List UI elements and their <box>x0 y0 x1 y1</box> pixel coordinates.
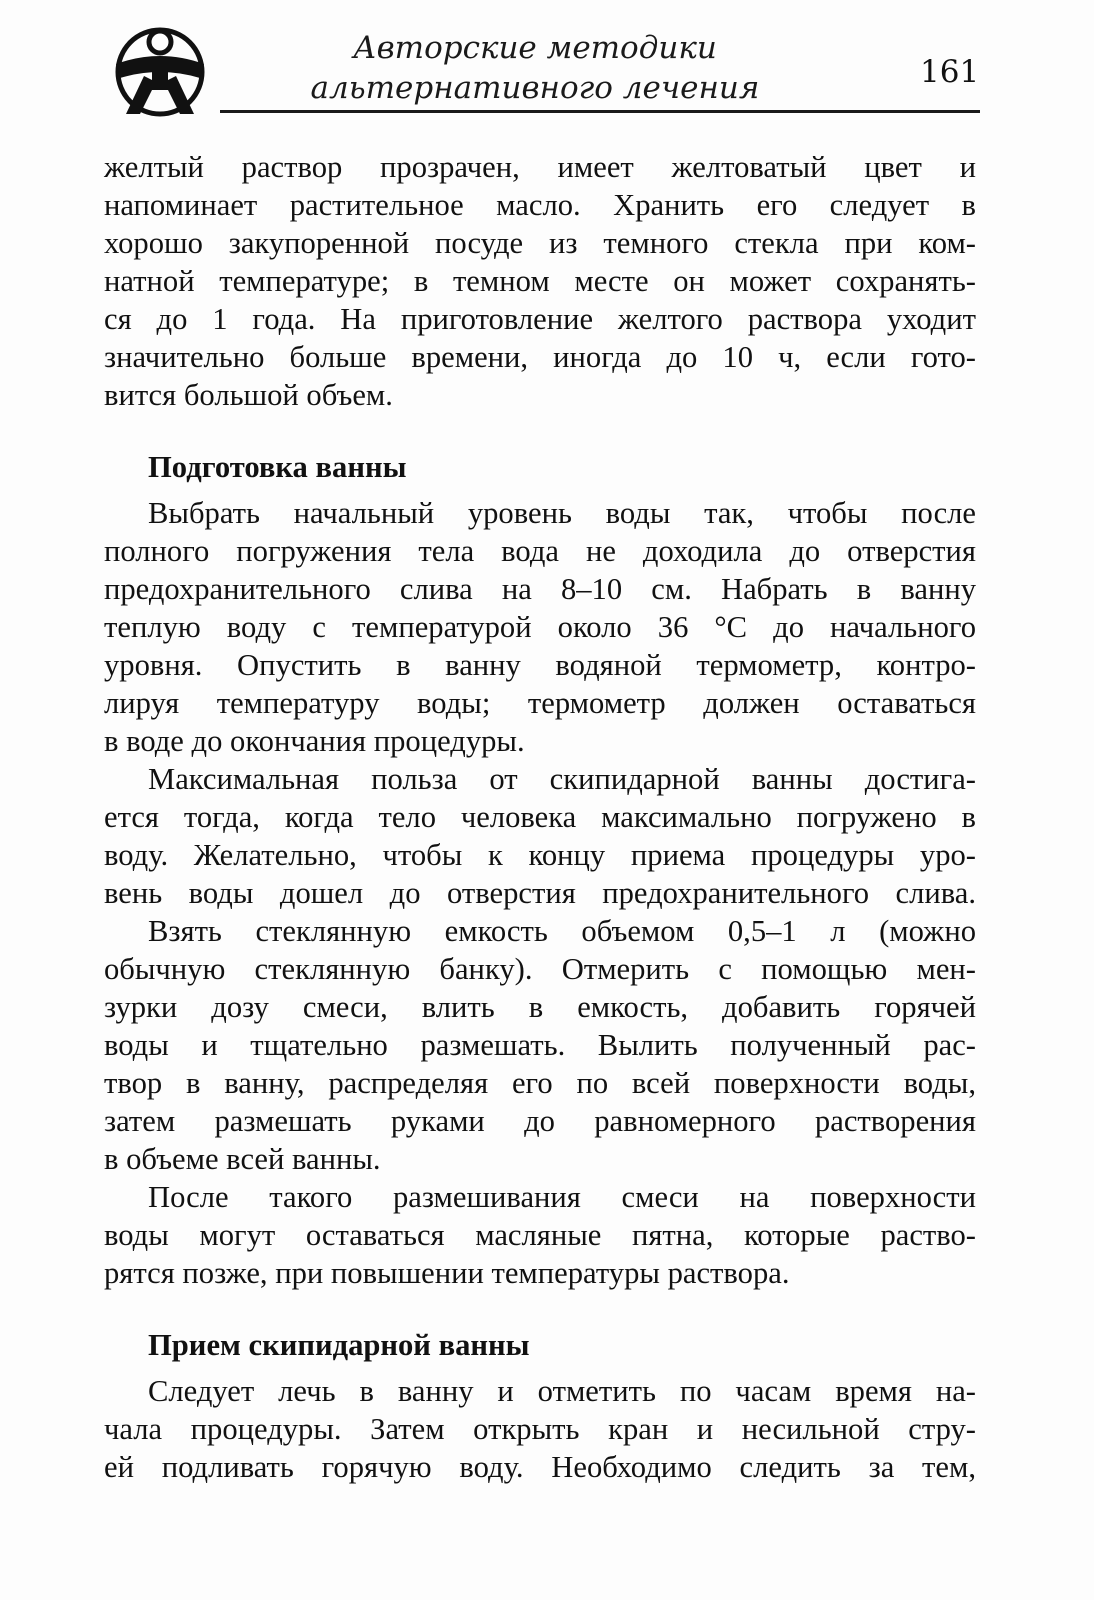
text-line: лируя температуру воды; термометр должен оставаться <box>104 686 976 720</box>
stylized-figure-logo-icon <box>96 22 224 118</box>
paragraph-5 <box>104 1178 976 1292</box>
paragraph-2 <box>104 494 976 760</box>
text-line: натной температуре; в темном месте он может сохранять- <box>104 264 976 298</box>
text-line: напоминает растительное масло. Хранить его следует в <box>104 188 976 222</box>
spacer <box>104 486 976 494</box>
text-line: зурки дозу смеси, влить в емкость, добавить горячей <box>104 990 976 1024</box>
text-line: Следует лечь в ванну и отметить по часам время на- <box>148 1374 976 1408</box>
spacer <box>104 414 976 448</box>
text-line: затем размешать руками до равномерного растворения <box>104 1104 976 1138</box>
text-line: уровня. Опустить в ванну водяной термометр, контро- <box>104 648 976 682</box>
text-line: воду. Желательно, чтобы к концу приема процедуры уро- <box>104 838 976 872</box>
spacer <box>104 1292 976 1326</box>
running-header-title <box>300 28 770 108</box>
page-body <box>104 148 976 1486</box>
text-line: После такого размешивания смеси на поверхности <box>148 1180 976 1214</box>
text-line: воды и тщательно размешать. Вылить полученный рас- <box>104 1028 976 1062</box>
text-line: полного погружения тела вода не доходила до отверстия <box>104 534 976 568</box>
text-line: хорошо закупоренной посуде из темного стекла при ком- <box>104 226 976 260</box>
text-line: в воде до окончания процедуры. <box>104 724 525 758</box>
text-line: Максимальная польза от скипидарной ванны достига- <box>148 762 976 796</box>
text-line: вень воды дошел до отверстия предохранительного слива. <box>104 876 976 910</box>
text-line: Выбрать начальный уровень воды так, чтобы после <box>148 496 976 530</box>
paragraph-4 <box>104 912 976 1178</box>
text-line: ется тогда, когда тело человека максимально погружено в <box>104 800 976 834</box>
section-heading-bath-preparation: Подготовка ванны <box>148 450 407 484</box>
text-line: в объеме всей ванны. <box>104 1142 381 1176</box>
paragraph-1 <box>104 148 976 414</box>
text-line: теплую воду с температурой около 36 °С до начального <box>104 610 976 644</box>
paragraph-6 <box>104 1372 976 1486</box>
page-number: 161 <box>920 54 980 90</box>
text-line: Взять стеклянную емкость объемом 0,5–1 л (можно <box>148 914 976 948</box>
text-line: ей подливать горячую воду. Необходимо следить за тем, <box>104 1450 976 1484</box>
header-title-line-1: Авторские методики <box>353 30 717 66</box>
paragraph-3 <box>104 760 976 912</box>
spacer <box>104 1364 976 1372</box>
text-line: рятся позже, при повышении температуры раствора. <box>104 1256 790 1290</box>
text-line: твор в ванну, распределяя его по всей поверхности воды, <box>104 1066 976 1100</box>
header-rule <box>220 110 980 113</box>
text-line: предохранительного слива на 8–10 см. Набрать в ванну <box>104 572 976 606</box>
section-heading-taking-bath: Прием скипидарной ванны <box>148 1328 530 1362</box>
text-line: обычную стеклянную банку). Отмерить с помощью мен- <box>104 952 976 986</box>
text-line: чала процедуры. Затем открыть кран и несильной стру- <box>104 1412 976 1446</box>
header-title-line-2: альтернативного лечения <box>310 70 760 106</box>
text-line: значительно больше времени, иногда до 10 ч, если гото- <box>104 340 976 374</box>
text-line: вится большой объем. <box>104 378 393 412</box>
text-line: ся до 1 года. На приготовление желтого раствора уходит <box>104 302 976 336</box>
text-line: воды могут оставаться масляные пятна, которые раство- <box>104 1218 976 1252</box>
text-line: желтый раствор прозрачен, имеет желтоватый цвет и <box>104 150 976 184</box>
